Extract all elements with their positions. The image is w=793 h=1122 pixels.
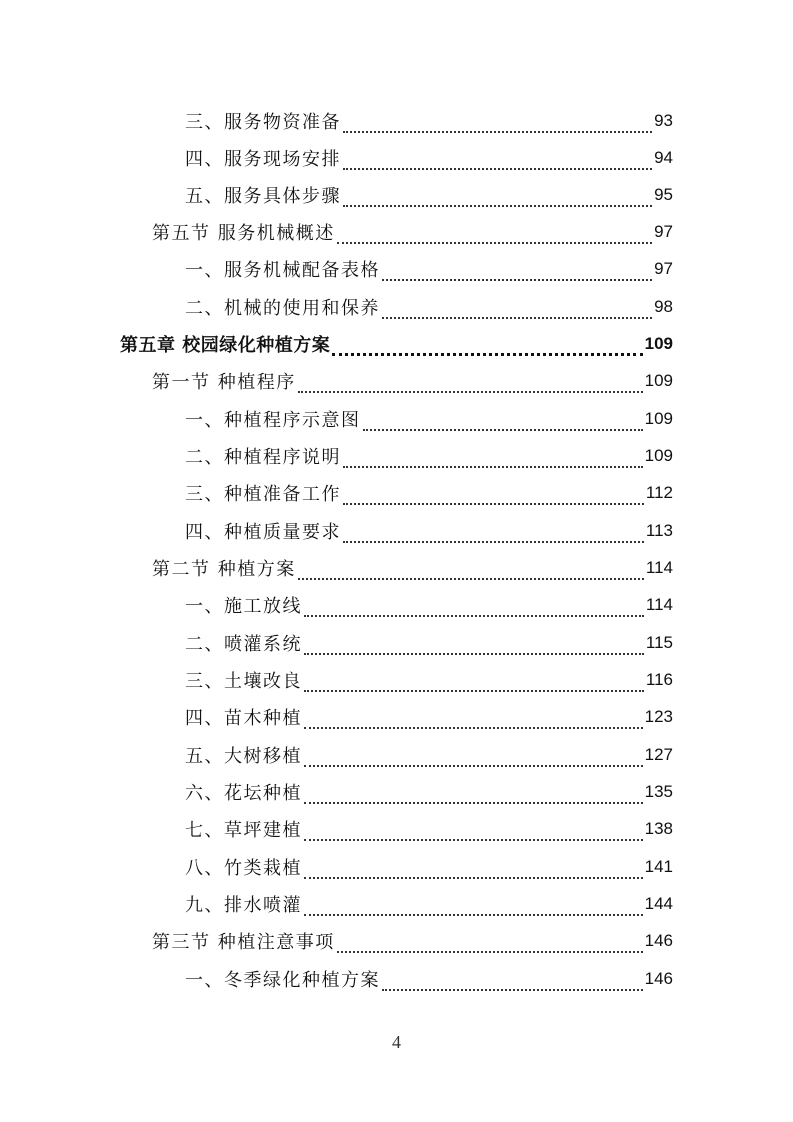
toc-section-entry[interactable] xyxy=(152,213,673,250)
toc-entry-label: 九、排水喷灌 xyxy=(185,894,302,916)
toc-dot-leader xyxy=(332,335,642,356)
toc-entry-page: 109 xyxy=(644,445,673,465)
toc-section-entry[interactable] xyxy=(152,549,673,586)
toc-entry-page: 109 xyxy=(644,370,673,390)
toc-entry-page: 146 xyxy=(644,968,673,988)
toc-dot-leader xyxy=(304,747,643,767)
toc-entry[interactable] xyxy=(185,176,673,213)
toc-entry-label: 一、冬季绿化种植方案 xyxy=(185,969,380,991)
toc-section-entry[interactable] xyxy=(152,362,673,399)
toc-entry-label: 三、种植准备工作 xyxy=(185,483,341,505)
toc-entry[interactable] xyxy=(185,698,673,735)
toc-entry-label: 四、苗木种植 xyxy=(185,707,302,729)
toc-entry[interactable] xyxy=(185,288,673,325)
toc-entry[interactable] xyxy=(185,512,673,549)
toc-dot-leader xyxy=(304,821,643,841)
toc-dot-leader xyxy=(304,672,644,692)
toc-entry[interactable] xyxy=(185,400,673,437)
page-number: 4 xyxy=(392,1032,401,1052)
toc-entry[interactable] xyxy=(185,474,673,511)
toc-entry-page: 97 xyxy=(654,221,673,241)
toc-entry-label: 一、种植程序示意图 xyxy=(185,409,361,431)
toc-entry[interactable] xyxy=(185,960,673,997)
toc-entry-label: 一、施工放线 xyxy=(185,595,302,617)
toc-entry-label: 二、喷灌系统 xyxy=(185,633,302,655)
toc-entry-page: 93 xyxy=(654,110,673,130)
toc-entry-label: 六、花坛种植 xyxy=(185,782,302,804)
toc-entry-page: 144 xyxy=(644,893,673,913)
toc-dot-leader xyxy=(298,373,643,393)
toc-entry-label: 三、土壤改良 xyxy=(185,670,302,692)
toc-entry[interactable] xyxy=(185,661,673,698)
toc-dot-leader xyxy=(343,113,652,133)
toc-dot-leader xyxy=(343,448,643,468)
toc-dot-leader xyxy=(363,411,643,431)
toc-dot-leader xyxy=(304,896,643,916)
toc-dot-leader xyxy=(304,635,644,655)
toc-entry[interactable] xyxy=(185,736,673,773)
toc-entry[interactable] xyxy=(185,437,673,474)
toc-entry-page: 98 xyxy=(654,296,673,316)
toc-entry-label: 二、机械的使用和保养 xyxy=(185,297,380,319)
toc-dot-leader xyxy=(382,299,652,319)
toc-dot-leader xyxy=(304,784,643,804)
toc-entry[interactable] xyxy=(185,773,673,810)
toc-entry-label: 四、服务现场安排 xyxy=(185,148,341,170)
toc-dot-leader xyxy=(343,150,652,170)
toc-entry-page: 114 xyxy=(645,594,673,614)
toc-entry-page: 94 xyxy=(654,147,673,167)
toc-entry-page: 114 xyxy=(645,557,673,577)
toc-entry-page: 123 xyxy=(644,706,673,726)
toc-entry-label: 一、服务机械配备表格 xyxy=(185,259,380,281)
toc-entry-page: 109 xyxy=(644,333,673,353)
toc-entry-page: 146 xyxy=(644,930,673,950)
toc-entry-label: 第五节 服务机械概述 xyxy=(152,222,335,244)
toc-dot-leader xyxy=(337,224,652,244)
toc-dot-leader xyxy=(343,485,644,505)
toc-dot-leader xyxy=(382,971,643,991)
toc-entry-label: 第三节 种植注意事项 xyxy=(152,931,335,953)
toc-entry-page: 135 xyxy=(644,781,673,801)
toc-entry[interactable] xyxy=(185,250,673,287)
toc-dot-leader xyxy=(304,597,644,617)
toc-dot-leader xyxy=(343,523,644,543)
toc-dot-leader xyxy=(343,187,652,207)
toc-dot-leader xyxy=(298,560,644,580)
toc-entry-page: 112 xyxy=(645,482,673,502)
toc-entry-page: 113 xyxy=(645,520,673,540)
toc-dot-leader xyxy=(304,859,643,879)
toc-entry-page: 109 xyxy=(644,408,673,428)
toc-chapter-entry[interactable] xyxy=(120,325,673,362)
toc-entry-page: 116 xyxy=(645,669,673,689)
toc-entry[interactable] xyxy=(185,885,673,922)
toc-entry-label: 第五章 校园绿化种植方案 xyxy=(120,334,331,356)
toc-entry-label: 八、竹类栽植 xyxy=(185,857,302,879)
toc-entry-page: 138 xyxy=(644,818,673,838)
toc-dot-leader xyxy=(382,261,652,281)
toc-entry[interactable] xyxy=(185,624,673,661)
toc-dot-leader xyxy=(337,933,643,953)
toc-entry-page: 115 xyxy=(645,632,673,652)
toc-entry-page: 141 xyxy=(644,856,673,876)
toc-entry-label: 四、种植质量要求 xyxy=(185,521,341,543)
toc-entry-label: 第一节 种植程序 xyxy=(152,371,296,393)
toc-entry-label: 五、服务具体步骤 xyxy=(185,185,341,207)
toc-entry-page: 127 xyxy=(644,744,673,764)
toc-entry-label: 二、种植程序说明 xyxy=(185,446,341,468)
toc-section-entry[interactable] xyxy=(152,922,673,959)
toc-entry-page: 95 xyxy=(654,184,673,204)
toc-entry-label: 三、服务物资准备 xyxy=(185,111,341,133)
toc-entry[interactable] xyxy=(185,810,673,847)
toc-entry-label: 七、草坪建植 xyxy=(185,819,302,841)
toc-entry-label: 五、大树移植 xyxy=(185,745,302,767)
toc-entry-label: 第二节 种植方案 xyxy=(152,558,296,580)
toc-entry-page: 97 xyxy=(654,258,673,278)
toc-entry[interactable] xyxy=(185,139,673,176)
toc-entry[interactable] xyxy=(185,586,673,623)
toc-entry[interactable] xyxy=(185,102,673,139)
toc-dot-leader xyxy=(304,709,643,729)
toc-entry[interactable] xyxy=(185,848,673,885)
